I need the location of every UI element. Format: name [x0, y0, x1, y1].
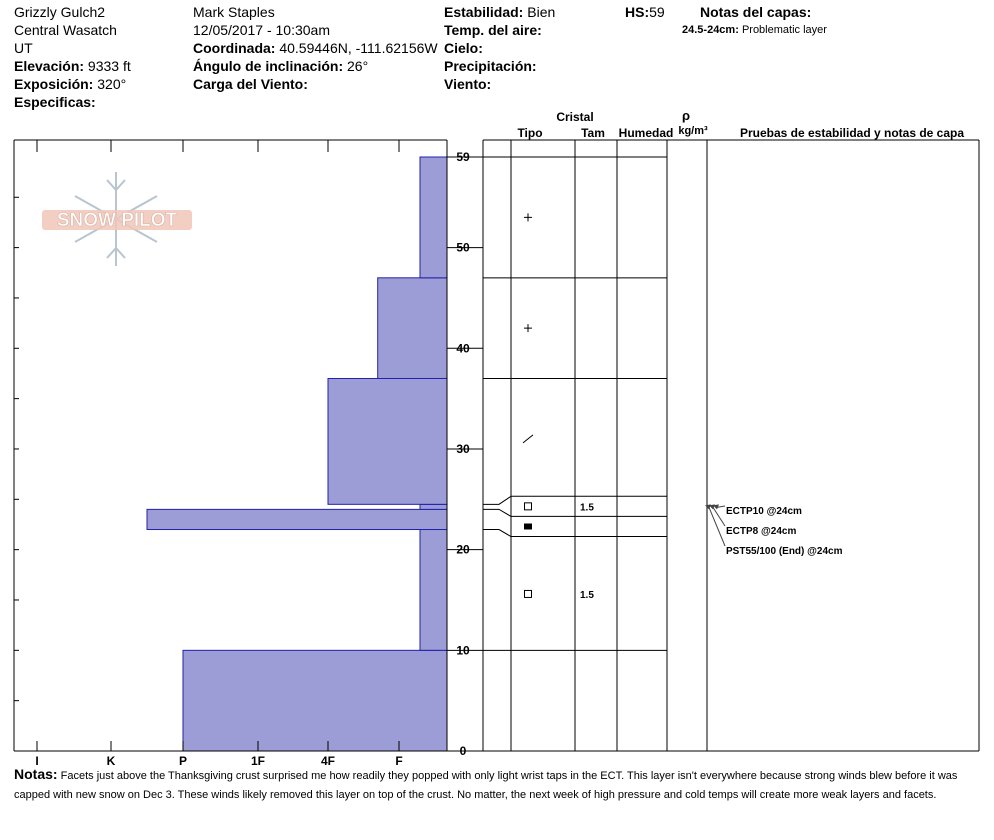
stability-tests [705, 504, 843, 557]
hardness-bar-2 [147, 509, 447, 529]
aspect-row: Exposición: 320° [14, 76, 127, 92]
density-symbol: ρ [681, 108, 691, 123]
sky-row: Cielo: [444, 40, 483, 56]
snowpilot-logo [42, 172, 192, 266]
density-unit: kg/m³ [678, 125, 708, 137]
stability-row: Estabilidad: Bien [444, 4, 556, 20]
logo-text: SNOW PILOT [56, 210, 178, 231]
specifics-row: Especificas: [14, 94, 96, 110]
depth-label: 20 [456, 542, 470, 557]
depth-label: 0 [459, 744, 467, 758]
layer-connector [483, 509, 511, 516]
notes-text: Facets just above the Thanksgiving crust surprised me how readily they popped with only light wrist taps in the ECT. This layer isn't everywhere because strong winds blew before it was capped with new snow on Dec 3. These winds likely removed this layer on top of the crust. No matter, the next week of high pressure and cold temps will create more weak layers and facets. [14, 770, 958, 801]
hardness-bar-4 [328, 378, 447, 504]
hs-row: HS:59 [625, 4, 665, 20]
column-headers [517, 108, 964, 140]
test-label: ECTP10 @24cm [726, 506, 802, 517]
wind-row: Viento: [444, 76, 492, 92]
crystal-plus-icon [524, 324, 532, 332]
hardness-label: K [106, 754, 116, 768]
hardness-label: 4F [320, 754, 336, 768]
depth-label: 59 [456, 150, 470, 164]
layer-connector [483, 530, 511, 537]
range-name: Central Wasatch [14, 22, 117, 38]
crystal-size: 1.5 [580, 589, 594, 601]
precip-row: Precipitación: [444, 58, 537, 74]
hardness-bar-5 [378, 278, 447, 379]
depth-label: 30 [456, 441, 470, 456]
coordinate-value: 40.59446N, -111.62156W [279, 40, 438, 56]
moisture-header: Humedad [618, 126, 674, 140]
hardness-label: P [178, 754, 188, 768]
observer-name: Mark Staples [193, 4, 275, 20]
depth-label: 50 [456, 240, 470, 255]
hardness-label: F [395, 754, 403, 768]
hardness-bars [147, 157, 447, 751]
hs-value: 59 [649, 4, 665, 20]
notes-label: Notas: [14, 766, 58, 782]
slope-row: Ángulo de inclinación: 26° [193, 58, 369, 74]
location-name: Grizzly Gulch2 [14, 4, 106, 20]
test-arrow-icon [705, 504, 711, 509]
layer-connector [483, 496, 511, 504]
air-temp-row: Temp. del aire: [444, 22, 542, 38]
tests-header: Pruebas de estabilidad y notas de capa [739, 126, 965, 140]
hardness-bar-3 [420, 504, 447, 509]
state-name: UT [14, 40, 33, 56]
crystal-square-icon [525, 590, 532, 597]
elevation-value: 9333 ft [87, 58, 131, 74]
crystal-plus-icon [524, 213, 532, 221]
hardness-bar-1 [420, 530, 447, 651]
hardness-label: I [35, 754, 39, 768]
stratigraphy-table [483, 140, 979, 751]
size-header: Tam [581, 126, 605, 140]
depth-label: 10 [456, 643, 470, 658]
crystal-header: Cristal [556, 110, 594, 124]
stability-value: Bien [527, 4, 556, 20]
layer-notes-title: Notas del capas: [700, 4, 812, 20]
crystal-square-icon [525, 503, 532, 510]
observation-datetime: 12/05/2017 - 10:30am [193, 22, 330, 38]
test-label: PST55/100 (End) @24cm [726, 546, 843, 557]
layer-note: 24.5-24cm: Problematic layer [682, 24, 827, 36]
depth-label: 40 [456, 341, 470, 356]
crystal-slash-icon [523, 435, 533, 443]
wind-load-row: Carga del Viento: [193, 76, 308, 92]
notes [14, 765, 988, 805]
hardness-label: 1F [250, 754, 266, 768]
crystal-filled-square-icon [525, 524, 532, 529]
type-header: Tipo [517, 126, 543, 140]
layer-note-text: Problematic layer [741, 24, 827, 36]
aspect-value: 320° [97, 76, 127, 92]
test-label: ECTP8 @24cm [726, 526, 797, 537]
hardness-bar-0 [183, 650, 447, 751]
slope-value: 26° [347, 58, 369, 74]
test-leader [713, 507, 725, 526]
elevation-row: Elevación: 9333 ft [14, 58, 131, 74]
depth-axis [447, 150, 483, 758]
hardness-bar-6 [420, 157, 447, 278]
coordinate-row: Coordinada: 40.59446N, -111.62156W [193, 40, 438, 56]
crystal-size: 1.5 [580, 502, 594, 514]
